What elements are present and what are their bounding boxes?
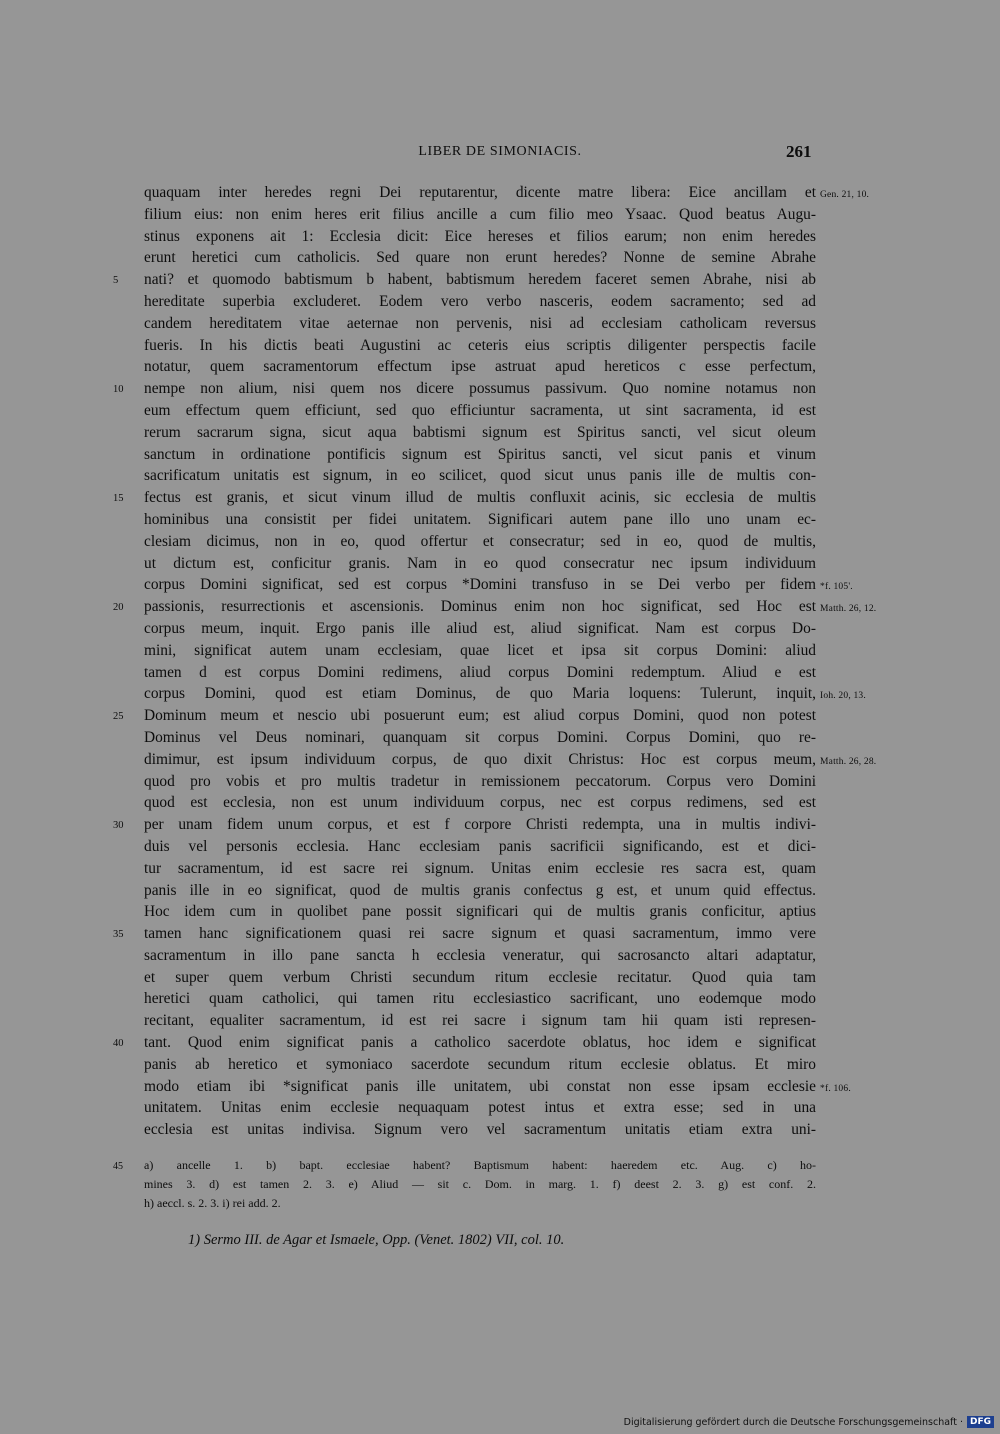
- text-line: [144, 640, 816, 662]
- text-line: [113, 487, 816, 509]
- footnote-text: a) ancelle 1. b) bapt. ecclesiae habent? Baptismum habent: haeredem etc. Aug. c) ho-: [144, 1158, 816, 1172]
- text-line-content: dimimur, est ipsum individuum corpus, de quo dixit Christus: Hoc est corpus meum,: [144, 750, 816, 768]
- text-line-content: stinus exponens ait 1: Ecclesia dicit: Eice hereses et filios earum; non enim heredes: [144, 227, 816, 245]
- text-line-content: corpus Domini, quod est etiam Dominus, de quo Maria loquens: Tulerunt, inquit,: [144, 685, 816, 703]
- text-line-content: quod pro vobis et pro multis tradetur in remissionem peccatorum. Corpus vero Domini: [144, 772, 816, 790]
- line-number: 30: [113, 820, 124, 832]
- text-line-content: per unam fidem unum corpus, et est f corpore Christi redempta, una in multis indivi-: [144, 816, 816, 834]
- text-line: [144, 683, 866, 705]
- text-line: [144, 945, 816, 967]
- line-number: 35: [113, 929, 124, 941]
- text-line-content: corpus Domini significat, sed est corpus *Domini transfuso in se Dei verbo per fidem: [144, 576, 816, 594]
- line-number: 15: [113, 493, 124, 505]
- text-line-content: fectus est granis, et sicut vinum illud de multis confluxit acinis, sic ecclesia de multis: [144, 489, 816, 507]
- text-line: [144, 291, 816, 313]
- text-line-content: quod est ecclesia, non est unum individuum corpus, nec est corpus redimens, sed est: [144, 794, 816, 812]
- text-line-content: unitatem. Unitas enim ecclesie nequaquam potest intus et extra esse; sed in una: [144, 1099, 816, 1117]
- text-line: [113, 1032, 816, 1054]
- margin-reference: *f. 106.: [820, 1083, 851, 1094]
- text-line-content: ut dictum est, conficitur granis. Nam in eo quod consecratur nec ipsum individuum: [144, 554, 816, 572]
- text-line-content: sacrificatum unitatis est signum, in eo scilicet, quod sicut unus panis ille de multis con-: [144, 467, 816, 485]
- text-line-content: filium eius: non enim heres erit filius ancille a cum filio meo Ysaac. Quod beatus Augu-: [144, 205, 816, 223]
- text-line: [144, 1097, 816, 1119]
- text-line-content: eum effectum quem efficiunt, sed quo efficiuntur sacramenta, ut sint sacramenta, id est: [144, 401, 816, 419]
- text-line-content: notatur, quem sacramentorum effectum ipse astruat apud hereticos c esse perfectum,: [144, 358, 816, 376]
- source-footnote: 1) Sermo III. de Agar et Ismaele, Opp. (Venet. 1802) VII, col. 10.: [188, 1232, 565, 1248]
- text-line-content: fueris. In his dictis beati Augustini ac ceteris eius scriptis diligenter perspectis facile: [144, 336, 816, 354]
- text-line: [144, 226, 816, 248]
- text-line-content: panis ille in eo significat, quod de multis granis confectus g est, et unum quid effectus.: [144, 881, 816, 899]
- dfg-logo: DFG: [967, 1416, 994, 1428]
- text-line: [144, 880, 816, 902]
- text-line: [144, 465, 816, 487]
- text-line: [144, 1119, 816, 1141]
- text-line: [144, 749, 877, 771]
- text-line: [144, 204, 816, 226]
- text-line: [144, 553, 816, 575]
- text-line: [144, 574, 853, 596]
- text-line: [113, 814, 816, 836]
- text-line: [113, 269, 816, 291]
- text-line-content: Dominum meum et nescio ubi posuerunt eum; est aliud corpus Domini, quod non potest: [144, 707, 816, 725]
- text-line-content: tamen hanc significationem quasi rei sacre signum et quasi sacramentum, immo vere: [144, 925, 816, 943]
- line-number: 40: [113, 1038, 124, 1050]
- text-line-content: heretici quam catholici, qui tamen ritu ecclesiastico sacrificant, uno eodemque modo: [144, 990, 816, 1008]
- text-line: [144, 356, 816, 378]
- funding-banner: [624, 1415, 994, 1429]
- text-line: [144, 444, 816, 466]
- margin-reference: Matth. 26, 12.: [820, 604, 877, 615]
- footnote-line: [144, 1194, 816, 1213]
- text-line: [144, 792, 816, 814]
- line-number: 20: [113, 602, 124, 614]
- footnote-text: mines 3. d) est tamen 2. 3. e) Aliud — sit c. Dom. in marg. 1. f) deest 2. 3. g) est conf. 2.: [144, 1177, 816, 1191]
- margin-reference: *f. 105'.: [820, 582, 853, 593]
- text-line-content: mini, significat autem unam ecclesiam, quae licet et ipsa sit corpus Domini: aliud: [144, 641, 816, 659]
- footnotes: [113, 1156, 816, 1213]
- text-line-content: rerum sacrarum signa, sicut aqua babtismi signum est Spiritus sancti, vel sicut oleum: [144, 423, 816, 441]
- text-line-content: sacramentum in illo pane sancta h ecclesia veneratur, qui sacrosancto altari adaptatur,: [144, 946, 816, 964]
- text-line-content: sanctum in ordinatione pontificis signum est Spiritus sancti, vel sicut panis et vinum: [144, 445, 816, 463]
- text-line-content: passionis, resurrectionis et ascensionis. Dominus enim non hoc significat, sed Hoc est: [144, 598, 816, 616]
- main-text-body: [113, 182, 877, 1141]
- text-line-content: hereditate superbia excluderet. Eodem vero verbo nasceris, eodem sacramento; sed ad: [144, 292, 816, 310]
- text-line: [144, 967, 816, 989]
- text-line: [144, 836, 816, 858]
- line-number: 5: [113, 275, 119, 287]
- text-line-content: tamen d est corpus Domini redimens, aliud corpus Domini redemptum. Aliud e est: [144, 663, 816, 681]
- text-line: [144, 771, 816, 793]
- text-line-content: panis ab heretico et symoniaco sacerdote secundum ritum ecclesie oblatus. Et miro: [144, 1055, 816, 1073]
- text-line: [144, 1010, 816, 1032]
- text-line: [144, 618, 816, 640]
- margin-reference: Gen. 21, 10.: [820, 190, 870, 200]
- footnote-line: [144, 1175, 816, 1194]
- text-line-content: candem hereditatem vitae aeternae non pervenis, nisi ad ecclesiam catholicam reversus: [144, 314, 816, 332]
- text-line: [144, 313, 816, 335]
- running-header-title: LIBER DE SIMONIACIS.: [418, 144, 582, 159]
- text-line-content: modo etiam ibi *significat panis ille unitatem, ubi constat non esse ipsam ecclesie: [144, 1077, 816, 1095]
- text-line: [144, 182, 870, 204]
- text-line: [144, 509, 816, 531]
- text-line-content: corpus meum, inquit. Ergo panis ille aliud est, aliud significat. Nam est corpus Do-: [144, 619, 816, 637]
- text-line-content: tant. Quod enim significat panis a catholico sacerdote oblatus, hoc idem e significat: [144, 1034, 816, 1052]
- text-line: [144, 901, 816, 923]
- text-line-content: quaquam inter heredes regni Dei reputarentur, dicente matre libera: Eice ancillam et: [144, 184, 816, 201]
- text-line: [113, 923, 816, 945]
- footnote-text: h) aeccl. s. 2. 3. i) rei add. 2.: [144, 1196, 281, 1210]
- text-line-content: ecclesia est unitas indivisa. Signum vero vel sacramentum unitatis etiam extra uni-: [144, 1121, 816, 1139]
- text-line: [144, 1076, 851, 1098]
- text-line-content: Dominus vel Deus nominari, quanquam sit corpus Domini. Corpus Domini, quo re-: [144, 728, 816, 746]
- text-line-content: hominibus una consistit per fidei unitatem. Significari autem pane illo uno unam ec-: [144, 510, 816, 528]
- text-line: [144, 662, 816, 684]
- text-line: [144, 422, 816, 444]
- text-line-content: erunt heretici cum catholicis. Sed quare non erunt heredes? Nonne de semine Abrahe: [144, 249, 816, 267]
- text-line-content: clesiam dicimus, non in eo, quod offertur et consecratur; sed in eo, quod de multis,: [144, 532, 816, 550]
- text-line: [144, 988, 816, 1010]
- line-number: 45: [113, 1161, 123, 1172]
- text-line: [144, 727, 816, 749]
- text-line: [113, 596, 877, 618]
- text-line: [144, 1054, 816, 1076]
- footnote-line: [113, 1156, 816, 1175]
- text-line-content: tur sacramentum, id est sacre rei signum. Unitas enim ecclesie res sacra est, quam: [144, 859, 816, 877]
- text-line: [113, 378, 816, 400]
- text-line-content: Hoc idem cum in quolibet pane possit significari qui de multis granis conficitur, aptius: [144, 903, 816, 921]
- line-number: 25: [113, 711, 124, 723]
- funding-text: Digitalisierung gefördert durch die Deutsche Forschungsgemeinschaft ·: [623, 1416, 963, 1428]
- text-line-content: nati? et quomodo babtismum b habent, babtismum heredem faceret semen Abrahe, nisi ab: [144, 271, 816, 289]
- text-line: [144, 531, 816, 553]
- text-line-content: duis vel personis ecclesia. Hanc ecclesiam panis sacrificii significando, est et dici-: [144, 837, 816, 855]
- text-line: [144, 247, 816, 269]
- text-line-content: nempe non alium, nisi quem nos dicere possumus passivum. Quo nomine notamus non: [144, 380, 816, 398]
- text-line-content: recitant, equaliter sacramentum, id est rei sacre i signum tam hii quam isti represen-: [144, 1012, 816, 1030]
- margin-reference: Matth. 26, 28.: [820, 756, 877, 767]
- text-line: [113, 705, 816, 727]
- line-number: 10: [113, 384, 124, 396]
- text-line: [144, 335, 816, 357]
- text-line: [144, 858, 816, 880]
- text-line: [144, 400, 816, 422]
- margin-reference: Ioh. 20, 13.: [820, 691, 866, 702]
- page-number: 261: [786, 142, 812, 161]
- text-line-content: et super quem verbum Christi secundum ritum ecclesie recitatur. Quod quia tam: [144, 968, 816, 986]
